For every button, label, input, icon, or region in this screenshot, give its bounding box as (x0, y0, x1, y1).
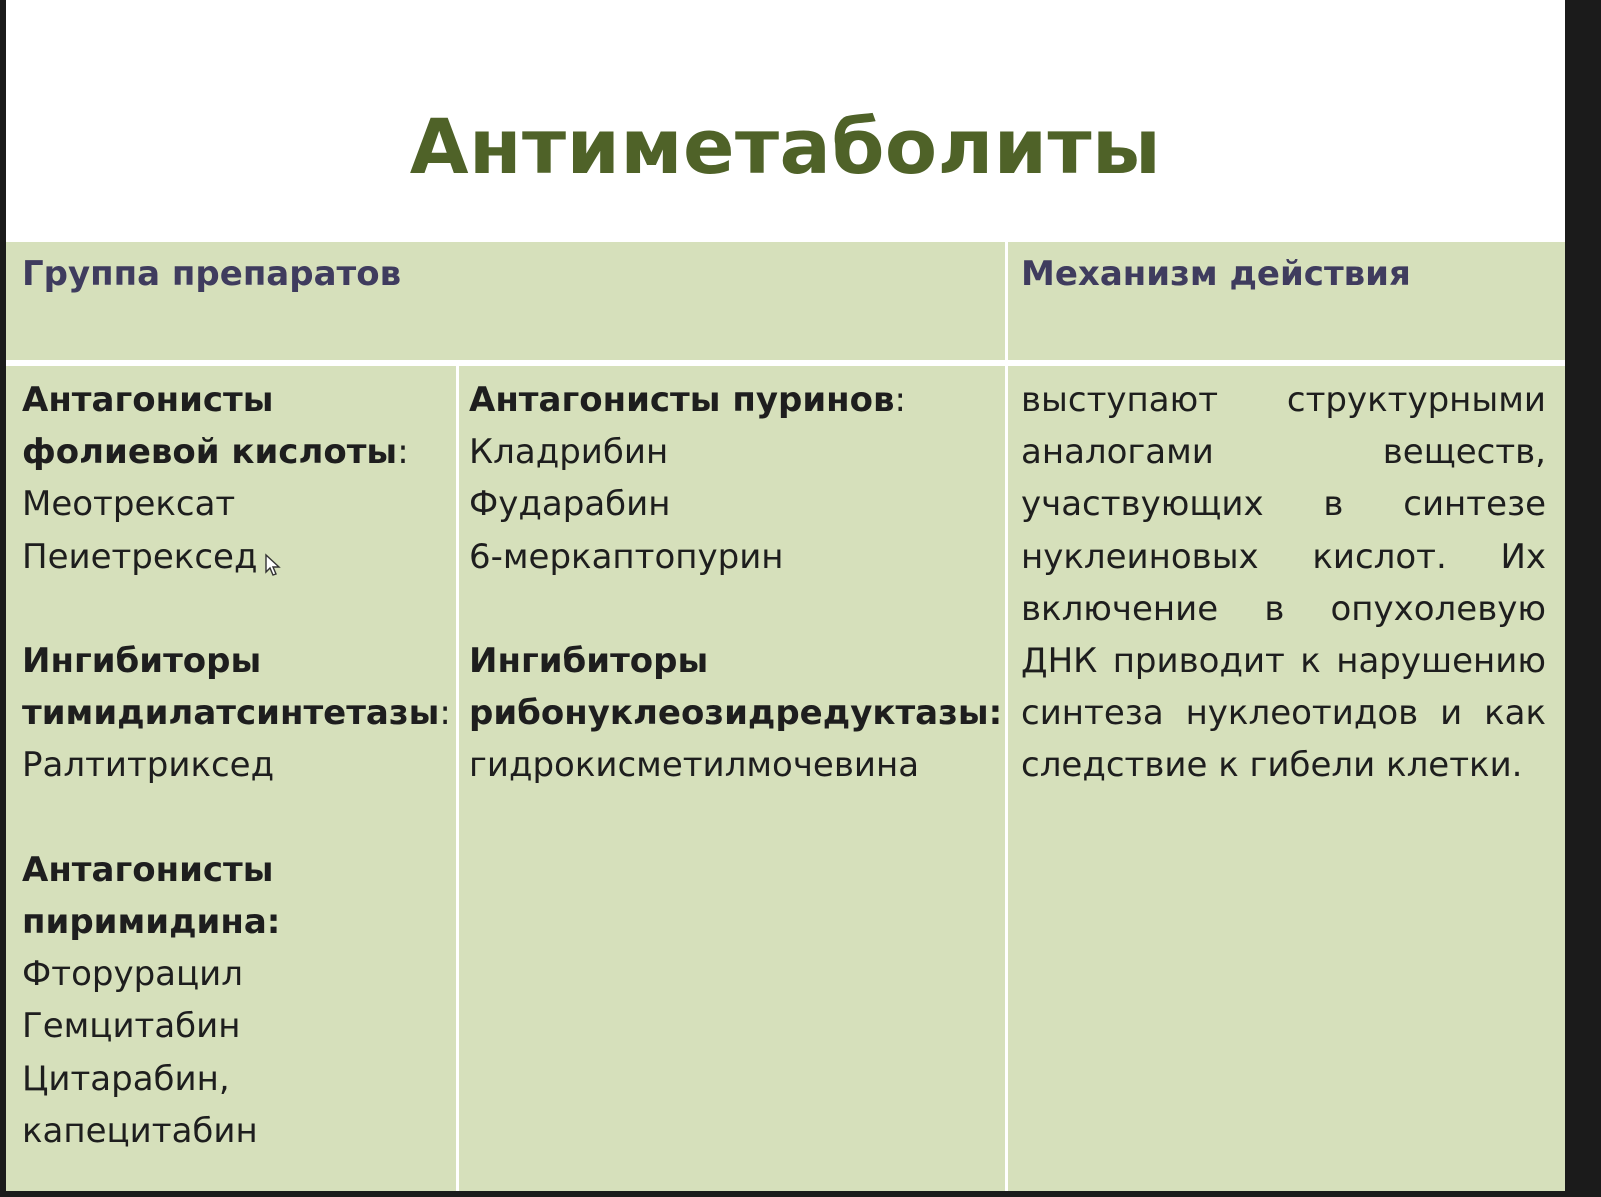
drug-name: Меотрексат (22, 484, 236, 525)
drug-groups-column-2 (469, 374, 1003, 792)
drug-name: Цитарабин, (22, 1058, 230, 1099)
column-divider (1005, 242, 1008, 360)
group-heading: тимидилатсинтетазы: (22, 693, 451, 734)
mechanism-text (1021, 374, 1546, 792)
mechanism-line: аналогами веществ, (1021, 432, 1546, 473)
column-divider (1005, 366, 1008, 1191)
mechanism-line: выступают структурными (1021, 380, 1546, 420)
mechanism-line: ДНК приводит к нарушению (1021, 641, 1546, 682)
mechanism-line: включение в опухолевую (1021, 588, 1546, 629)
slide-title: Антиметаболиты (409, 102, 1162, 191)
mouse-pointer-icon (264, 553, 282, 577)
drug-name: гидрокисметилмочевина (469, 745, 920, 786)
drug-name: Фторурацил (22, 954, 243, 995)
group-heading: Ингибиторы (22, 641, 262, 681)
header-divider (6, 360, 1565, 366)
mechanism-line: нуклеиновых кислот. Их (1021, 536, 1546, 577)
mechanism-line: участвующих в синтезе (1021, 484, 1546, 525)
header-drug-group: Группа препаратов (22, 254, 402, 294)
group-heading: пиримидина: (22, 902, 281, 942)
antimetabolites-table (6, 242, 1565, 1191)
drug-name: Кладрибин (469, 432, 669, 473)
group-heading: фолиевой кислоты: (22, 432, 409, 473)
group-heading: Антагонисты (22, 380, 274, 420)
mechanism-line: следствие к гибели клетки. (1021, 745, 1523, 786)
drug-name: Пеиетрексед (22, 536, 258, 577)
group-heading: Антагонисты (22, 849, 274, 890)
drug-name: Гемцитабин (22, 1006, 241, 1047)
drug-name: капецитабин (22, 1110, 258, 1151)
column-divider (456, 366, 459, 1191)
drug-name: Ралтитриксед (22, 745, 275, 786)
group-heading: Ингибиторы (469, 641, 709, 681)
header-mechanism: Механизм действия (1021, 254, 1411, 294)
group-heading: Антагонисты пуринов: (469, 380, 906, 420)
group-heading: рибонуклеозидредуктазы: (469, 693, 1003, 734)
drug-name: Фударабин (469, 484, 671, 525)
mechanism-line: синтеза нуклеотидов и как (1021, 693, 1546, 734)
slide (6, 0, 1565, 1191)
drug-name: 6-меркаптопурин (469, 536, 784, 577)
drug-groups-column-1 (22, 374, 452, 1157)
